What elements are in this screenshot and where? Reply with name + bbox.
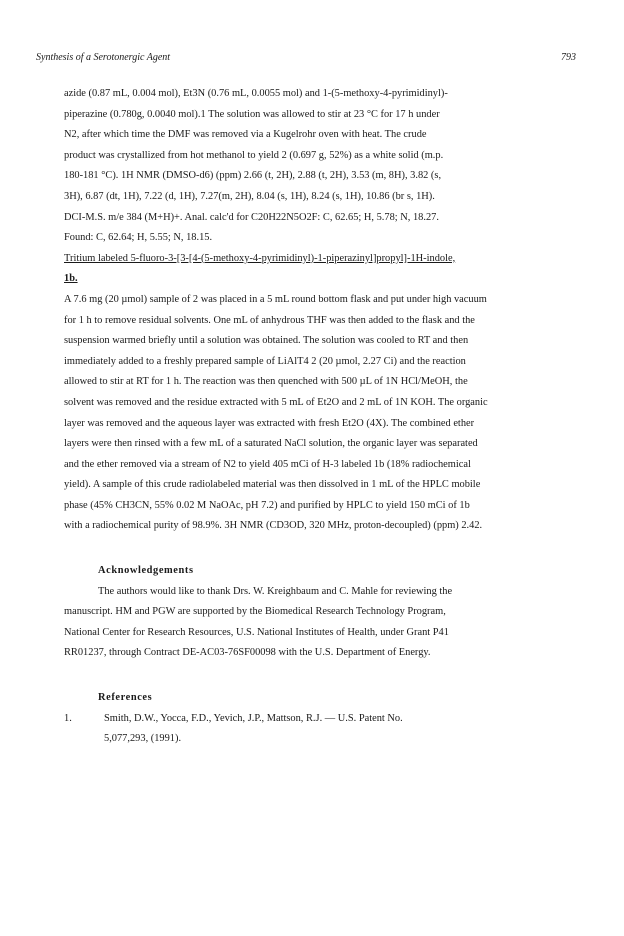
text-line: piperazine (0.780g, 0.0040 mol).1 The solution was allowed to stir at 23 °C for 17 h under: [64, 108, 440, 120]
text-line: The authors would like to thank Drs. W. Kreighbaum and C. Mahle for reviewing the: [98, 585, 453, 597]
text-line: phase (45% CH3CN, 55% 0.02 M NaOAc, pH 7.2) and purified by HPLC to yield 150 mCi of 1b: [64, 499, 470, 511]
text-line: product was crystallized from hot methanol to yield 2 (0.697 g, 52%) as a white solid (m.p.: [64, 149, 444, 161]
text-line: allowed to stir at RT for 1 h. The reaction was then quenched with 500 µL of 1N HCl/MeOH, the: [64, 376, 468, 388]
text-line: A 7.6 mg (20 µmol) sample of 2 was placed in a 5 mL round bottom flask and put under high vacuum: [64, 293, 487, 305]
running-header: [36, 52, 576, 66]
experimental-paragraph: [64, 84, 574, 249]
text-line: N2, after which time the DMF was removed via a Kugelrohr oven with heat. The crude: [64, 129, 427, 141]
text-line: 180-181 °C). 1H NMR (DMSO-d6) (ppm) 2.66 (t, 2H), 2.88 (t, 2H), 3.53 (m, 8H), 3.82 (s,: [64, 170, 442, 182]
text-line: layer was removed and the aqueous layer was extracted with fresh Et2O (4X). The combined ether: [64, 417, 475, 429]
running-title: Synthesis of a Serotonergic Agent: [36, 52, 171, 63]
text-line: layers were then rinsed with a few mL of a saturated NaCl solution, the organic layer was separated: [64, 438, 478, 450]
reference-item: [64, 709, 574, 750]
text-line: with a radiochemical purity of 98.9%. 3H NMR (CD3OD, 320 MHz, proton-decoupled) (ppm) 2.42.: [64, 520, 483, 532]
text-line: manuscript. HM and PGW are supported by the Biomedical Research Technology Program,: [64, 606, 446, 618]
text-line: for 1 h to remove residual solvents. One mL of anhydrous THF was then added to the flask and the: [64, 314, 475, 326]
page-body: [64, 84, 574, 750]
text-line: DCI-M.S. m/e 384 (M+H)+. Anal. calc'd for C20H22N5O2F: C, 62.65; H, 5.78; N, 18.27.: [64, 211, 439, 223]
text-line: 3H), 6.87 (dt, 1H), 7.22 (d, 1H), 7.27(m, 2H), 8.04 (s, 1H), 8.24 (s, 1H), 10.86 (br s, 1H).: [64, 190, 435, 202]
acknowledgements-paragraph: [64, 582, 574, 664]
acknowledgements-heading: Acknowledgements: [98, 565, 194, 577]
text-line: immediately added to a freshly prepared sample of LiAlT4 2 (20 µmol, 2.27 Ci) and the reaction: [64, 355, 466, 367]
text-line: National Center for Research Resources, U.S. National Institutes of Health, under Grant P41: [64, 626, 449, 638]
text-line: solvent was removed and the residue extracted with 5 mL of Et2O and 2 mL of 1N KOH. The organic: [64, 396, 488, 408]
compound-label: 1b.: [64, 273, 78, 285]
text-line: RR01237, through Contract DE-AC03-76SF00098 with the U.S. Department of Energy.: [64, 647, 431, 659]
page-number: 793: [561, 52, 576, 63]
references-heading: References: [98, 692, 153, 704]
text-line: suspension warmed briefly until a solution was obtained. The solution was cooled to RT and then: [64, 335, 469, 347]
text-line: 5,077,293, (1991).: [104, 733, 182, 745]
compound-title: Tritium labeled 5-fluoro-3-[3-[4-(5-methoxy-4-pyrimidinyl)-1-piperazinyl]propyl]-1H-indole,: [64, 252, 456, 264]
text-line: azide (0.87 mL, 0.004 mol), Et3N (0.76 mL, 0.0055 mol) and 1-(5-methoxy-4-pyrimidinyl)-: [64, 88, 448, 99]
procedure-paragraph: [64, 290, 574, 537]
text-line: and the ether removed via a stream of N2 to yield 405 mCi of H-3 labeled 1b (18% radiochemical: [64, 458, 471, 470]
reference-number: 1.: [64, 712, 72, 724]
text-line: yield). A sample of this crude radiolabeled material was then dissolved in 1 mL of the HPLC mobile: [64, 479, 481, 491]
text-line: Smith, D.W., Yocca, F.D., Yevich, J.P., Mattson, R.J. — U.S. Patent No.: [104, 712, 403, 724]
text-line: Found: C, 62.64; H, 5.55; N, 18.15.: [64, 232, 213, 244]
